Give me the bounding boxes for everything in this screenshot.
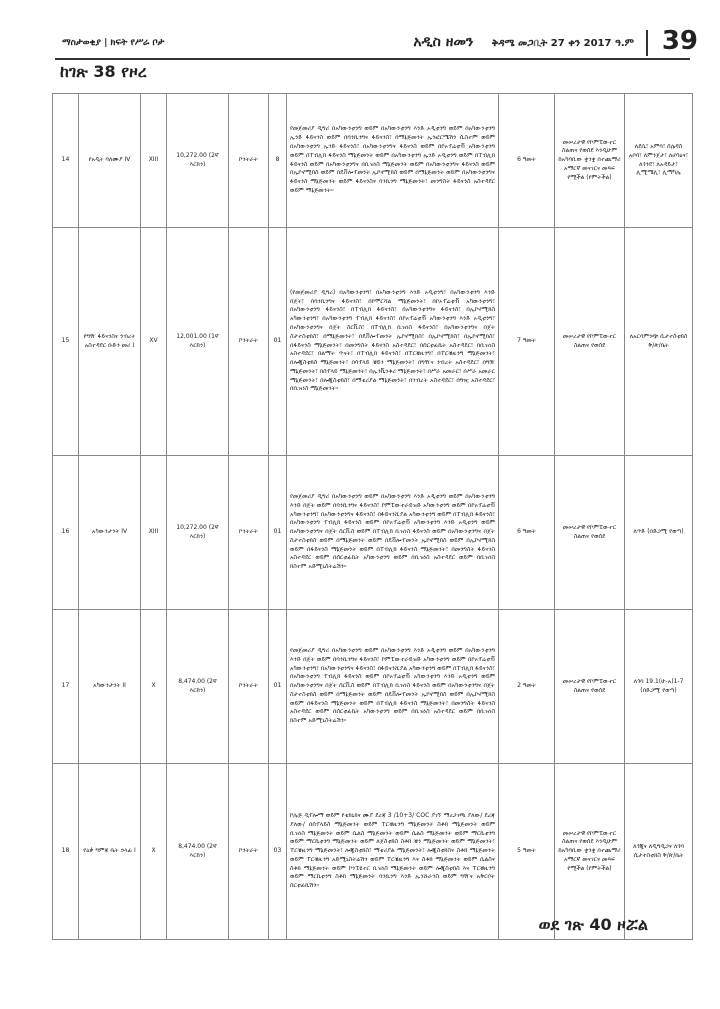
employment-type: ኮንትራት — [229, 228, 269, 456]
job-grade: X — [141, 610, 167, 764]
qualification-text: ኮሌጅ ዲፕሎማ ወይም የቴክኒክና ሙያ ደረጃ 3 /10+3/ COC ያገኘ ማረጋገጫ ያለው/ ደረጃ ያለው/ በሰፕላይስ ማኔጅመንት ወይም ፐርቼዚንግ ማኔጅመንት ስቶክ ማኔጅመንት ወይም ቢዝነስ ማኔጅመንት ወይም ሴልስ ማኔጅመንት ወይም ሴልስ ማኔጅመንት ወይም ማርኬቲንግ ወይም ማርኬቲንግ ማኔጅመንት ወይም ለጀስቲክስ ስቶክ ቼን ማኔጅመንት ወይም ማኔጅመንት፣ ፐርቼዚንግ ማኔጅመንት፣ ሎጂስቲክስ፣ ማቴሪያል ማኔጅመንት፣ ሎጂስቲክስና ስቶክ ማኔጅመንት ወይም ፐርቼዚንግ አድሚኒስትሬሽን ወይም ፐርቼዚንግ እና ስቶክ ማኔጅመንት ወይም ሴልስና ስቶክ ማኔጅመንት ወይም ኮንፒዩተር ቢዝነስ ማኔጅመንት ወይም ሎጂስቲክስ እና ፐርቼዚንግ ወይም ማርኬቲንግ ስቶክ ማኔጅመንት ባንኪንግ እንድ ኢንሹራንስ ወይም ግዥና አቅርቦት ሰርቲፊኬሽን። — [287, 764, 499, 940]
header-divider — [646, 30, 648, 56]
job-grade: XV — [141, 228, 167, 456]
continued-on-page: ወደ ገጽ 40 ዞሯል — [538, 915, 648, 934]
quantity: 01 — [269, 456, 287, 610]
job-title: የግዥ ፋይናንስና ንብረት አስተዳደር ቡድን መሪ I — [79, 228, 141, 456]
job-title: አካውንታንት II — [79, 610, 141, 764]
experience-years: 7 ዓመት — [499, 228, 555, 456]
experience-years: 5 ዓመት — [499, 764, 555, 940]
job-grade: X — [141, 764, 167, 940]
vacancy-table — [52, 93, 693, 940]
job-title: የአዲት ባለሙያ IV — [79, 94, 141, 228]
paper-name: አዲስ ዘመን — [413, 34, 474, 50]
row-number: 17 — [53, 610, 79, 764]
page-title: ከገጽ 38 የዞረ — [60, 62, 147, 81]
job-title: የዕቃ ግምጃ ቤት ኃላፊ I — [79, 764, 141, 940]
experience-years: 2 ዓመት — [499, 610, 555, 764]
section-label: ማስታወቂያ | ክፍት የሥራ ቦታ — [62, 38, 165, 48]
employment-type: ኮንትራት — [229, 456, 269, 610]
issue-date: ቅዳሜ መጋቢት 27 ቀን 2017 ዓ.ም — [491, 38, 634, 49]
additional-requirement: መሠረታዊ የኮምፒውተር ስልጠና የወሰደ እንዲሁም ከአካባቢው ቋንቋ በተጨማሪ አማርኛ መናገርና መጻፍ የሚችል (የምትችል) — [555, 764, 625, 940]
work-location: ለጎጂና ለዲግዲጋና ለጎባ ሲታተስቲክስ ቅ/ጽ/ቤት — [625, 764, 693, 940]
header-rule — [55, 58, 690, 60]
page-number: 39 — [661, 26, 698, 56]
page-header — [44, 24, 698, 58]
experience-years: 6 ዓመት — [499, 456, 555, 610]
qualification-text: የመጀመሪያ ዲግሪ በአካውንቲንግ ወይም በአካውንቲንግ እንድ ኦዲቲንግ ወይም በአካውንቲንግ እንድ በጀት ወይም በባንኪንግና ፋይናንስ፣ ኮምፒውተራይዝድ አካውንቲንግ ወይም በኮኦፕሬቲቭ አካውንቲንግ፣ በአካውንቲንግና ፋይናንስ፣ በፋይናንሺያል አካውንቲንግ ወይም በፐብሊክ ፋይናንስ፣ በአካውንቲንግ ፕብሊክ ፋይናንስ ወይም በኮኦፕሬቲቭ አካውንቲንግ እንድ ኦዲቲንግ ወይም በአካውንቲንግና በጀት ሰርቪስ ወይም በፐብሊክ ቢዝነስ ፋይናንስ ወይም በአካውንቲንግና በጀት ስታተስቲክስ ወይም በማኔጅመንት ወይም በዴቨሎፕመንት ኢኮኖሚክስ ወይም በኢኮኖሚክስ ወይም በፋይናንስ ማኔጅመንት ወይም በፐብሊክ ፋይናንስ ማኔጅመንት፣ በመንግስት ፋይናንስ አስተዳደር ወይም በሰርቲፊኬት አካውንቲንግ ወይም በቢዝነስ አስተዳደር ወይም በቢዝነስ ክስተም አድሚኒስትሬሽን። — [287, 610, 499, 764]
additional-requirement: መሠረታዊ የኮምፒውተር ስልጠና የወሰደ — [555, 228, 625, 456]
job-grade: XIII — [141, 94, 167, 228]
work-location: ለጎባ 19.1(ሁ-አ)1-7 (በድጋሚ የወጣ) — [625, 610, 693, 764]
salary: 8,474.00 (2ኛ እርከን) — [167, 610, 229, 764]
row-number: 14 — [53, 94, 79, 228]
quantity: 03 — [269, 764, 287, 940]
quantity: 01 — [269, 228, 287, 456]
quantity: 8 — [269, 94, 287, 228]
work-location: ለአርባምንጭ ሲታተስቲክስ ቅ/ጽ/ቤት — [625, 228, 693, 456]
table-row — [53, 228, 693, 456]
qualification-text: የመጀመሪያ ዲግሪ በአካውንቲንግ ወይም በአካውንቲንግ እንድ ኦዲቲንግ ወይም በአካውንቲንግ እንድ በጀት ወይም በባንኪንግና ፋይናንስ፣ ኮምፒውተራይዝድ አካውንቲንግ ወይም በኮኦፕሬቲቭ አካውንቲንግ፣ በአካውንቲንግና ፋይናንስ፣ በፋይናንሺያል አካውንቲንግ ወይም በፐብሊክ ፋይናንስ፣ በአካውንቲንግ ፕብሊክ ፋይናንስ ወይም በኮኦፕሬቲቭ አካውንቲንግ እንድ ኦዲቲንግ ወይም በአካውንቲንግና በጀት ሰርቪስ ወይም በፐብሊክ ቢዝነስ ፋይናንስ ወይም በአካውንቲንግና በጀት ስታተስቲክስ ወይም በማኔጅመንት ወይም በዴቨሎፕመንት ኢኮኖሚክስ ወይም በኢኮኖሚክስ ወይም በፋይናንስ ማኔጅመንት ወይም በፐብሊክ ፋይናንስ ማኔጅመንት፣ በመንግስት ፋይናንስ አስተዳደር ወይም በሰርቲፊኬት አካውንቲንግ ወይም በቢዝነስ አስተዳደር ወይም በቢዝነስ ክስተም አድሚኒስትሬሽን። — [287, 456, 499, 610]
salary: 10,272.00 (2ኛ እርከን) — [167, 94, 229, 228]
quantity: 01 — [269, 610, 287, 764]
salary: 10,272.00 (2ኛ እርከን) — [167, 456, 229, 610]
work-location: ለደሴ፣ አምባ፣ ሰሌዳስ አቦባ፣ ለምንጀታ፣ ለሆሳዕና፣ ለጎንደ፣ ለአዳይታ፣ ሊሚሜሊ፣ ሊማካሌ — [625, 94, 693, 228]
table-row — [53, 456, 693, 610]
row-number: 18 — [53, 764, 79, 940]
salary: 8,474.00 (2ኛ እርከን) — [167, 764, 229, 940]
row-number: 16 — [53, 456, 79, 610]
experience-years: 6 ዓመት — [499, 94, 555, 228]
salary: 12,001.00 (1ኛ እርከን) — [167, 228, 229, 456]
row-number: 15 — [53, 228, 79, 456]
employment-type: ኮንትራት — [229, 610, 269, 764]
table-row — [53, 764, 693, 940]
employment-type: ኮንትራት — [229, 94, 269, 228]
qualification-text: (የመጀመሪያ ዲግሪ) በአካውንቲንግ፣ በአካውንቲንግ እንድ ኦዲቲንግ፣ በአካውንቲንግ እንድ በጀት፣ በባንኪንግና ፋይናንስ፣ በኮሞርሻል ማኔጅመንት፣ በኮኦፕሬቲቭ አካውንቲንግ፣ በአካውንቲንግ ፋይናንስ፣ በፐብሊክ ፋይናንስ፣ በአካውንቲንግና ፋይናንስ፣ በኢኮኖሚክስ አካውንቲንግ፣ በአካውንቲንግ ፕብሊክ ፋይናንስ፣ በኮኦፕሬቲቭ አካውንቲንግ እንድ ኦዲቲንግ፣ በአካውንቲንግና በጀት ስርቪስ፣ በፐብሊክ ቢዝነስ ፋይናንስ፣ በአካውንቲንግና በጀት ስታተስቲክስ፣ በማኔጅመንት፣ በዴቨሎፕመንት ኢኮኖሚክስ፣ በኢኮኖሚክስ፣ በኢኮኖሚክስ፣ በፋይናንስ ማኔጅመንት፣ በመንግስት ፋይናንስ አስተዳደር፣ በሰርቲፊኬት አስተዳደር፣ በቢዝነስ አስተዳደር፣ በልማት ጥናት፣ በፐብሊክ ፋይናንስ፣ በፐርቼዚንግ፣ በፐርቼዚንግ ማኔጅመንት፣ በሎጂስቲክስ ማኔጅመንት፣ በሳፕላይ ቼይን ማኔጅመንት፣ በግዥና ንብረት አስተዳደር፣ በግዥ ማኔጅመንት፣ በሰፕላይ ማኔጅመንት፣ በኢንቬንቶሪ ማኔጅመንት፣ በሥራ አመራር፣ በሥራ አመራር ማኔጅመንት፣ በሎጂስቲክስ፣ በማቴሪያል ማኔጅመንት፣ በንብረት አስተዳደር፣ በግዢ አስተዳደር፣ በቢዝነስ ማኔጅመንት። — [287, 228, 499, 456]
additional-requirement: መሠረታዊ የኮምፒውተር ስልጠና የወሰደ — [555, 456, 625, 610]
table-row — [53, 610, 693, 764]
job-title: አካውንታንት IV — [79, 456, 141, 610]
employment-type: ኮንትራት — [229, 764, 269, 940]
work-location: ለጥድ (በድጋሚ የወጣ) — [625, 456, 693, 610]
masthead — [413, 34, 634, 50]
job-grade: XIII — [141, 456, 167, 610]
qualification-text: የመጀመሪያ ዲግሪ በአካውንቲንግ ወይም በአካውንቲንግ እንድ ኦዲቲንግ ወይም በአካውንቲንግ ኢንድ ፋይናንስ ወይም በባንኪንግና ፋይናንስ፣ በማኔጅመንት ኢንፎርሜሽን ሲስተም ወይም በአካውንቲንግ ኢንድ ፋይናንስ፣ በአካውንቲንግና ፋይናንስ ወይም በኮኦፕሬቲቭ አካውንቲንግ ወይም በፐብሊክ ፋይናንስ ማኔጅመንት ወይም በአካውንቲንግ ኢንድ ኦዲቲንግ ወይም በፐብሊክ ፋይናንስ ወይም በአካውንቲንግና በቢዝነስ ማኔጅመንት ወይም በአካውንቲንግና ፋይናንስ ወይም በኢኮኖሚክስ ወይም በዴቨሎፕመንት ኢኮኖሚክስ ወይም በማኔጅመንት ወይም በአካውንቲንግና ፋይናንስ ማኔጅመንት ወይም ፋይናንስና ባንኪንግ ማኔጅመንት፣ መንግስት ፋይናንስ አስተዳደር ወይም ማኔጅመንት። — [287, 94, 499, 228]
table-row — [53, 94, 693, 228]
additional-requirement: መሠረታዊ የኮምፒውተር ስልጠና የወሰደ — [555, 610, 625, 764]
additional-requirement: መሠረታዊ የኮምፒውተር ስልጠና የወሰደ እንዲሁም ከአካባቢው ቋንቋ በተጨማሪ አማርኛ መናገርና መጻፍ የሚችል (የምትችል) — [555, 94, 625, 228]
